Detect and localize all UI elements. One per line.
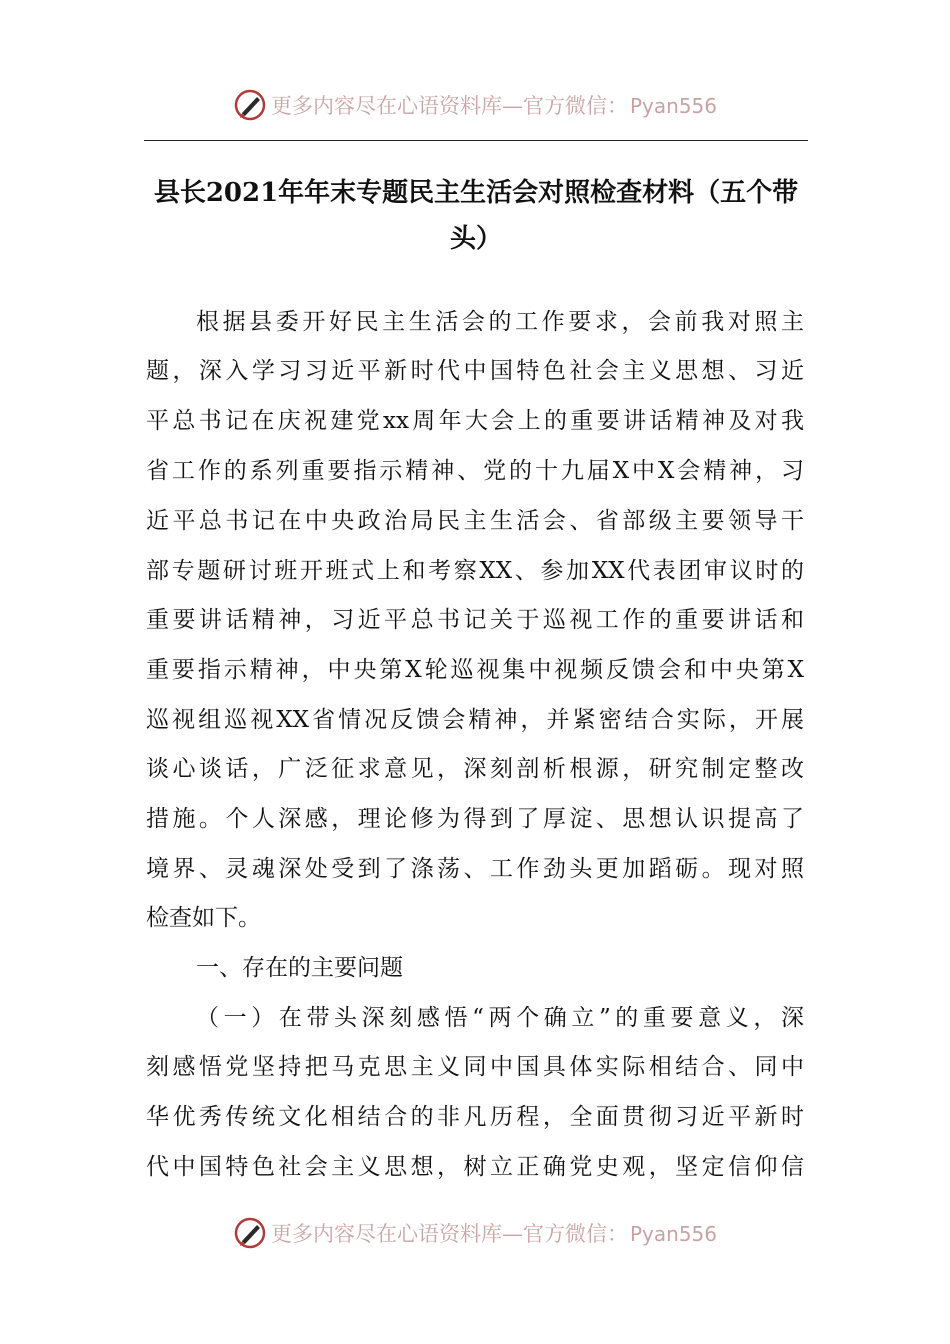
paragraph-line: 检查如下。 — [146, 905, 261, 931]
paragraph-line: 巡视组巡视XX省情况反馈会精神，并紧密结合实际，开展 — [146, 707, 804, 733]
paragraph-line: 重要指示精神，中央第X轮巡视集中视频反馈会和中央第X — [146, 657, 804, 683]
paragraph-line: 根据县委开好民主生活会的工作要求，会前我对照主 — [196, 309, 804, 335]
header-divider — [144, 140, 808, 141]
paragraph-line: 措施。个人深感，理论修为得到了厚淀、思想认识提高了 — [146, 806, 804, 832]
paragraph-line: 平总书记在庆祝建党xx周年大会上的重要讲话精神及对我 — [146, 408, 804, 434]
pen-logo-icon — [233, 88, 267, 122]
watermark-banner-top — [0, 80, 950, 130]
watermark-text: 更多内容尽在心语资料库—官方微信： Pyan556 — [270, 94, 717, 118]
paragraph-line: （一）在带头深刻感悟“两个确立”的重要意义，深 — [196, 1005, 804, 1031]
paragraph-line: 华优秀传统文化相结合的非凡历程，全面贯彻习近平新时 — [146, 1104, 804, 1130]
paragraph-line: 题，深入学习习近平新时代中国特色社会主义思想、习近 — [146, 358, 804, 384]
paragraph-line: 刻感悟党坚持把马克思主义同中国具体实际相结合、同中 — [146, 1054, 804, 1080]
watermark-text: 更多内容尽在心语资料库—官方微信： Pyan556 — [270, 1222, 717, 1246]
watermark-banner-bottom — [0, 1208, 950, 1258]
paragraph-line: 部专题研讨班开班式上和考察XX、参加XX代表团审议时的 — [146, 558, 804, 584]
paragraph-line: 重要讲话精神，习近平总书记关于巡视工作的重要讲话和 — [146, 607, 804, 633]
paragraph-line: 省工作的系列重要指示精神、党的十九届X中X会精神，习 — [146, 458, 804, 484]
document-title: 县长2021年年末专题民主生活会对照检查材料（五个带头） — [153, 178, 799, 254]
pen-logo-icon — [233, 1216, 267, 1250]
paragraph-line: 代中国特色社会主义思想，树立正确党史观，坚定信仰信 — [146, 1154, 804, 1180]
paragraph-line: 谈心谈话，广泛征求意见，深刻剖析根源，研究制定整改 — [146, 756, 804, 782]
paragraph-line: 近平总书记在中央政治局民主生活会、省部级主要领导干 — [146, 508, 804, 534]
paragraph-line: 境界、灵魂深处受到了涤荡、工作劲头更加蹈砺。现对照 — [146, 856, 804, 882]
section-heading: 一、存在的主要问题 — [196, 955, 403, 981]
